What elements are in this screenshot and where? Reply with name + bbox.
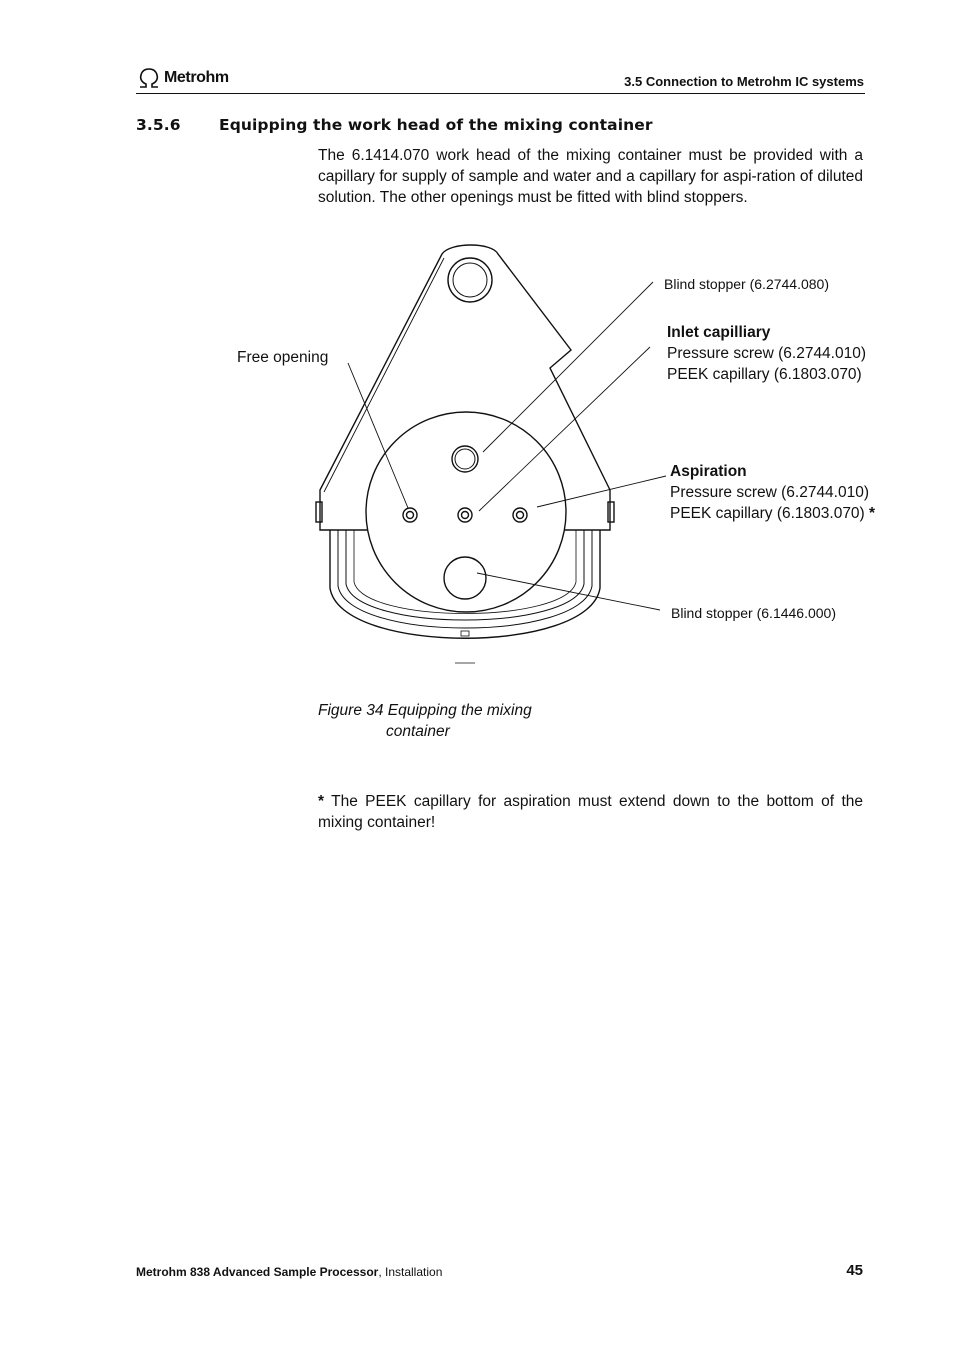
hook-ring <box>448 258 492 302</box>
page-header <box>136 64 864 94</box>
brand-name: Metrohm <box>164 69 229 86</box>
leader-blind-stopper-top <box>483 282 653 452</box>
caption-line-2: container <box>386 723 450 740</box>
omega-logo-icon <box>136 67 162 89</box>
label-inlet-capillary: PEEK capillary (6.1803.070) <box>667 366 862 383</box>
figure-caption <box>318 700 532 742</box>
label-inlet-title: Inlet capilliary <box>667 324 771 341</box>
label-aspiration-capillary <box>670 503 875 524</box>
label-aspiration-capillary-text: PEEK capillary (6.1803.070) <box>670 505 865 522</box>
footer-product-name: Metrohm 838 Advanced Sample Processor <box>136 1265 379 1279</box>
label-blind-stopper-top: Blind stopper (6.2744.080) <box>664 276 829 292</box>
note-paragraph <box>318 791 863 833</box>
intro-paragraph: The 6.1414.070 work head of the mixing container must be provided with a capillary for supply of sample and water and a capillary for aspi-ration of diluted solution. The other openings must be fitted with blind stoppers. <box>318 147 863 206</box>
caption-line-1: Figure 34 Equipping the mixing <box>318 702 532 719</box>
section-number: 3.5.6 <box>136 116 181 134</box>
label-free-opening: Free opening <box>237 349 329 366</box>
header-section-title: 3.5 Connection to Metrohm IC systems <box>624 74 864 89</box>
metrohm-logo <box>136 66 229 90</box>
aspiration-star: * <box>869 505 876 522</box>
label-aspiration-title: Aspiration <box>670 463 747 480</box>
footer-product <box>136 1265 442 1279</box>
figure-mixing-container <box>230 240 910 680</box>
page-number: 45 <box>846 1262 863 1279</box>
label-aspiration-screw: Pressure screw (6.2744.010) <box>670 484 870 501</box>
footer-product-suffix: , Installation <box>378 1265 443 1279</box>
note-star: * <box>318 793 325 810</box>
section-heading <box>136 116 653 134</box>
label-inlet-screw: Pressure screw (6.2744.010) <box>667 345 867 362</box>
section-title-text: Equipping the work head of the mixing container <box>219 116 653 134</box>
label-blind-stopper-bottom: Blind stopper (6.1446.000) <box>671 605 836 621</box>
note-text: The PEEK capillary for aspiration must extend down to the bottom of the mixing container! <box>318 793 863 831</box>
header-rule <box>136 93 865 94</box>
